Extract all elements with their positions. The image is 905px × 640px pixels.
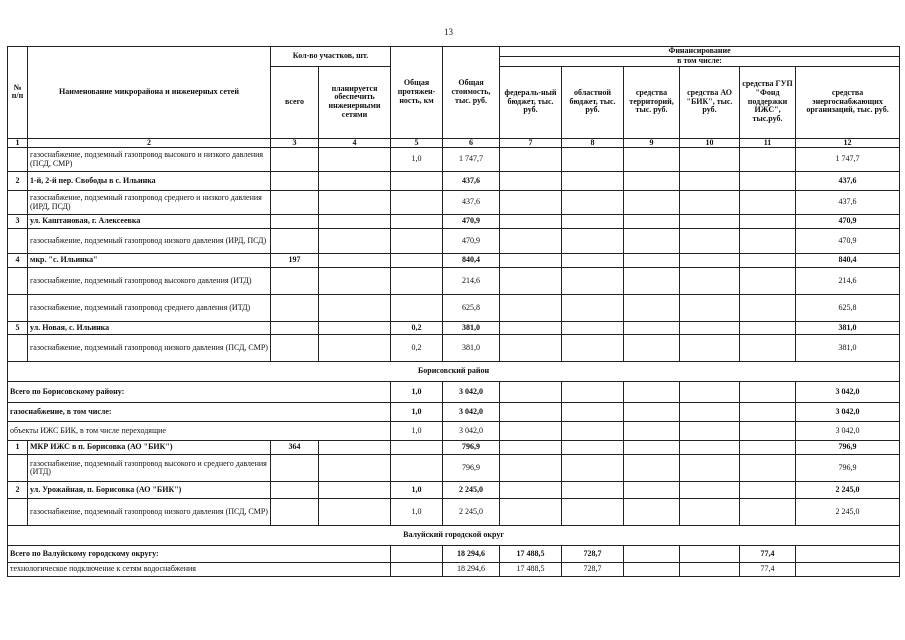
- row-plots-total: [271, 215, 319, 229]
- row-number: 4: [8, 254, 28, 268]
- row-fin-regional: [562, 229, 624, 254]
- row-fin-territory: [624, 563, 680, 577]
- row-cost: 18 294,6: [443, 546, 500, 563]
- row-fin-energy: 625,8: [796, 295, 900, 322]
- row-length: 0,2: [391, 322, 443, 335]
- row-cost: 1 747,7: [443, 148, 500, 172]
- row-fin-bik: [680, 268, 740, 295]
- header-fin-regional: областной бюджет, тыс. руб.: [562, 66, 624, 138]
- row-fin-fund: [740, 422, 796, 441]
- row-fin-regional: [562, 382, 624, 403]
- row-number: [8, 229, 28, 254]
- row-fin-fund: [740, 172, 796, 191]
- row-fin-energy: 2 245,0: [796, 499, 900, 526]
- row-fin-bik: [680, 322, 740, 335]
- col-number: 5: [391, 138, 443, 148]
- row-plots-planned: [319, 455, 391, 482]
- col-number: 3: [271, 138, 319, 148]
- header-name: Наименование микрорайона и инженерных сетей: [28, 47, 271, 139]
- row-fin-regional: [562, 148, 624, 172]
- row-fin-fund: 77,4: [740, 563, 796, 577]
- row-length: [391, 546, 443, 563]
- row-name: Всего по Валуйскому городскому округу:: [8, 546, 391, 563]
- row-length: [391, 215, 443, 229]
- row-fin-territory: [624, 482, 680, 499]
- row-length: [391, 268, 443, 295]
- row-plots-total: [271, 268, 319, 295]
- summary-row: [8, 546, 900, 563]
- table-row: [8, 322, 900, 335]
- row-fin-regional: [562, 191, 624, 215]
- row-fin-fund: [740, 295, 796, 322]
- row-name: газоснабжение, подземный газопровод высокого давления (ИТД): [28, 268, 271, 295]
- row-fin-federal: [500, 335, 562, 362]
- row-fin-federal: [500, 499, 562, 526]
- row-cost: 437,6: [443, 191, 500, 215]
- row-fin-bik: [680, 254, 740, 268]
- row-fin-fund: [740, 455, 796, 482]
- row-fin-fund: [740, 382, 796, 403]
- header-plots-planned: планируется обеспечить инженерными сетями: [319, 66, 391, 138]
- row-cost: 437,6: [443, 172, 500, 191]
- row-name: газоснабжение, подземный газопровод низкого давления (ПСД, СМР): [28, 499, 271, 526]
- row-length: [391, 229, 443, 254]
- col-number: 2: [28, 138, 271, 148]
- row-cost: 18 294,6: [443, 563, 500, 577]
- row-name: ул. Урожайная, п. Борисовка (АО "БИК"): [28, 482, 271, 499]
- row-plots-planned: [319, 172, 391, 191]
- row-fin-regional: [562, 172, 624, 191]
- row-fin-regional: [562, 422, 624, 441]
- row-fin-territory: [624, 191, 680, 215]
- section-title: Валуйский городской округ: [8, 526, 900, 546]
- row-plots-planned: [319, 254, 391, 268]
- page-number: 13: [444, 27, 453, 37]
- table-row: [8, 335, 900, 362]
- row-number: 3: [8, 215, 28, 229]
- row-name: ул. Новая, с. Ильинка: [28, 322, 271, 335]
- row-cost: 3 042,0: [443, 403, 500, 422]
- row-length: 1,0: [391, 499, 443, 526]
- table-row: [8, 148, 900, 172]
- row-plots-total: [271, 482, 319, 499]
- row-cost: 796,9: [443, 441, 500, 455]
- row-fin-regional: [562, 482, 624, 499]
- col-number: 9: [624, 138, 680, 148]
- row-plots-total: [271, 295, 319, 322]
- table-row: [8, 215, 900, 229]
- row-fin-federal: 17 488,5: [500, 546, 562, 563]
- row-length: [391, 254, 443, 268]
- row-fin-regional: [562, 335, 624, 362]
- row-plots-planned: [319, 499, 391, 526]
- col-number: 1: [8, 138, 28, 148]
- row-fin-energy: 437,6: [796, 191, 900, 215]
- table-row: [8, 499, 900, 526]
- row-fin-federal: [500, 172, 562, 191]
- row-fin-territory: [624, 215, 680, 229]
- header-fin-fund: средства ГУП "Фонд поддержки ИЖС", тыс.руб.: [740, 66, 796, 138]
- row-length: [391, 295, 443, 322]
- header-financing: Финансирование: [500, 47, 900, 57]
- row-fin-fund: [740, 148, 796, 172]
- row-plots-planned: [319, 229, 391, 254]
- row-fin-energy: 840,4: [796, 254, 900, 268]
- row-fin-regional: [562, 322, 624, 335]
- row-fin-energy: 1 747,7: [796, 148, 900, 172]
- row-fin-energy: [796, 546, 900, 563]
- row-cost: 2 245,0: [443, 482, 500, 499]
- row-name: МКР ИЖС в п. Борисовка (АО "БИК"): [28, 441, 271, 455]
- row-fin-fund: [740, 322, 796, 335]
- row-fin-bik: [680, 172, 740, 191]
- row-fin-energy: 3 042,0: [796, 403, 900, 422]
- row-fin-territory: [624, 148, 680, 172]
- col-number: 6: [443, 138, 500, 148]
- row-fin-bik: [680, 422, 740, 441]
- column-number-row: [8, 138, 900, 148]
- row-fin-territory: [624, 229, 680, 254]
- row-length: [391, 172, 443, 191]
- row-fin-federal: [500, 382, 562, 403]
- row-length: 1,0: [391, 482, 443, 499]
- row-name: объекты ИЖС БИК, в том числе переходящие: [8, 422, 391, 441]
- row-fin-energy: 3 042,0: [796, 422, 900, 441]
- row-fin-energy: 381,0: [796, 335, 900, 362]
- row-fin-fund: [740, 215, 796, 229]
- row-fin-federal: [500, 482, 562, 499]
- row-length: 1,0: [391, 403, 443, 422]
- row-fin-federal: [500, 455, 562, 482]
- table-row: [8, 295, 900, 322]
- row-number: [8, 148, 28, 172]
- row-cost: 3 042,0: [443, 382, 500, 403]
- row-fin-bik: [680, 148, 740, 172]
- row-length: 1,0: [391, 148, 443, 172]
- row-fin-fund: [740, 441, 796, 455]
- table-row: [8, 172, 900, 191]
- row-length: [391, 563, 443, 577]
- row-fin-energy: [796, 563, 900, 577]
- row-fin-bik: [680, 382, 740, 403]
- row-fin-federal: [500, 215, 562, 229]
- row-fin-federal: [500, 403, 562, 422]
- row-fin-energy: 214,6: [796, 268, 900, 295]
- row-fin-bik: [680, 229, 740, 254]
- header-including: в том числе:: [500, 56, 900, 66]
- row-number: 1: [8, 441, 28, 455]
- row-fin-federal: [500, 148, 562, 172]
- row-fin-regional: [562, 403, 624, 422]
- section-title: Борисовский район: [8, 362, 900, 382]
- table-row: [8, 191, 900, 215]
- row-number: [8, 268, 28, 295]
- row-plots-planned: [319, 482, 391, 499]
- header-plots-total: всего: [271, 66, 319, 138]
- row-fin-territory: [624, 403, 680, 422]
- row-fin-federal: [500, 191, 562, 215]
- row-fin-fund: [740, 499, 796, 526]
- table-row: [8, 455, 900, 482]
- row-plots-planned: [319, 215, 391, 229]
- summary-row: [8, 403, 900, 422]
- row-fin-federal: [500, 268, 562, 295]
- row-fin-territory: [624, 254, 680, 268]
- row-fin-bik: [680, 499, 740, 526]
- row-name: газоснабжение, подземный газопровод высокого и низкого давления (ПСД, СМР): [28, 148, 271, 172]
- row-name: Всего по Борисовскому району:: [8, 382, 391, 403]
- row-cost: 625,8: [443, 295, 500, 322]
- row-plots-planned: [319, 322, 391, 335]
- financing-table: [7, 46, 900, 577]
- row-number: [8, 455, 28, 482]
- row-plots-total: 364: [271, 441, 319, 455]
- row-fin-fund: [740, 229, 796, 254]
- row-fin-territory: [624, 499, 680, 526]
- row-fin-territory: [624, 422, 680, 441]
- row-fin-territory: [624, 268, 680, 295]
- row-fin-federal: [500, 441, 562, 455]
- row-name: технологическое подключение к сетям водоснабжения: [8, 563, 391, 577]
- row-plots-planned: [319, 268, 391, 295]
- row-cost: 796,9: [443, 455, 500, 482]
- row-length: [391, 191, 443, 215]
- row-name: ул. Каштановая, г. Алексеевка: [28, 215, 271, 229]
- row-fin-regional: [562, 499, 624, 526]
- row-cost: 840,4: [443, 254, 500, 268]
- row-fin-energy: 437,6: [796, 172, 900, 191]
- col-number: 7: [500, 138, 562, 148]
- row-fin-energy: 381,0: [796, 322, 900, 335]
- header-fin-territory: средства территорий, тыс. руб.: [624, 66, 680, 138]
- row-fin-federal: [500, 254, 562, 268]
- row-length: 0,2: [391, 335, 443, 362]
- row-name: газоснабжение, подземный газопровод среднего и низкого давления (ИРД, ПСД): [28, 191, 271, 215]
- summary-row: [8, 563, 900, 577]
- row-fin-bik: [680, 563, 740, 577]
- section-header-row: [8, 362, 900, 382]
- row-length: 1,0: [391, 382, 443, 403]
- summary-row: [8, 382, 900, 403]
- header-no: № п/п: [8, 47, 28, 139]
- row-fin-bik: [680, 455, 740, 482]
- row-fin-territory: [624, 322, 680, 335]
- row-plots-total: [271, 191, 319, 215]
- row-fin-federal: 17 488,5: [500, 563, 562, 577]
- row-plots-total: [271, 148, 319, 172]
- row-fin-regional: [562, 254, 624, 268]
- row-fin-federal: [500, 295, 562, 322]
- row-fin-energy: 796,9: [796, 455, 900, 482]
- row-name: мкр. "с. Ильинка": [28, 254, 271, 268]
- row-cost: 381,0: [443, 335, 500, 362]
- row-fin-territory: [624, 382, 680, 403]
- row-number: [8, 335, 28, 362]
- row-plots-planned: [319, 441, 391, 455]
- row-length: [391, 455, 443, 482]
- row-plots-total: [271, 499, 319, 526]
- summary-row: [8, 422, 900, 441]
- row-name: газоснабжение, подземный газопровод высокого и среднего давления (ИТД): [28, 455, 271, 482]
- header-plots: Кол-во участков, шт.: [271, 47, 391, 67]
- row-fin-fund: 77,4: [740, 546, 796, 563]
- row-length: [391, 441, 443, 455]
- col-number: 8: [562, 138, 624, 148]
- row-fin-regional: [562, 441, 624, 455]
- row-fin-regional: [562, 455, 624, 482]
- row-fin-territory: [624, 295, 680, 322]
- table-row: [8, 482, 900, 499]
- row-cost: 381,0: [443, 322, 500, 335]
- row-fin-fund: [740, 482, 796, 499]
- row-fin-territory: [624, 455, 680, 482]
- row-fin-bik: [680, 191, 740, 215]
- row-fin-energy: 470,9: [796, 215, 900, 229]
- row-plots-total: [271, 172, 319, 191]
- table-row: [8, 254, 900, 268]
- row-number: [8, 191, 28, 215]
- row-fin-federal: [500, 229, 562, 254]
- row-fin-territory: [624, 172, 680, 191]
- row-fin-federal: [500, 422, 562, 441]
- col-number: 11: [740, 138, 796, 148]
- row-cost: 2 245,0: [443, 499, 500, 526]
- col-number: 10: [680, 138, 740, 148]
- row-fin-federal: [500, 322, 562, 335]
- row-fin-bik: [680, 482, 740, 499]
- row-number: 2: [8, 172, 28, 191]
- row-fin-energy: 470,9: [796, 229, 900, 254]
- row-fin-regional: [562, 268, 624, 295]
- header-length: Общая протяжен-ность, км: [391, 47, 443, 139]
- row-plots-planned: [319, 148, 391, 172]
- col-number: 12: [796, 138, 900, 148]
- row-plots-total: [271, 455, 319, 482]
- header-cost: Общая стоимость, тыс. руб.: [443, 47, 500, 139]
- row-plots-planned: [319, 295, 391, 322]
- row-cost: 3 042,0: [443, 422, 500, 441]
- row-cost: 214,6: [443, 268, 500, 295]
- row-cost: 470,9: [443, 229, 500, 254]
- row-fin-regional: 728,7: [562, 563, 624, 577]
- row-fin-bik: [680, 215, 740, 229]
- row-plots-total: [271, 322, 319, 335]
- row-name: газоснабжение, в том числе:: [8, 403, 391, 422]
- header-fin-bik: средства АО "БИК", тыс. руб.: [680, 66, 740, 138]
- row-number: [8, 499, 28, 526]
- row-fin-fund: [740, 268, 796, 295]
- row-fin-energy: 2 245,0: [796, 482, 900, 499]
- col-number: 4: [319, 138, 391, 148]
- row-number: [8, 295, 28, 322]
- table-row: [8, 441, 900, 455]
- table-body: [8, 148, 900, 577]
- row-fin-bik: [680, 546, 740, 563]
- table-row: [8, 229, 900, 254]
- row-fin-bik: [680, 295, 740, 322]
- header-fin-energy: средства энергоснабжающих организаций, тыс. руб.: [796, 66, 900, 138]
- row-plots-planned: [319, 335, 391, 362]
- row-length: 1,0: [391, 422, 443, 441]
- row-fin-regional: [562, 215, 624, 229]
- row-fin-bik: [680, 403, 740, 422]
- row-plots-total: [271, 335, 319, 362]
- row-number: 5: [8, 322, 28, 335]
- row-number: 2: [8, 482, 28, 499]
- row-name: 1-й, 2-й пер. Свободы в с. Ильинка: [28, 172, 271, 191]
- row-name: газоснабжение, подземный газопровод низкого давления (ПСД, СМР): [28, 335, 271, 362]
- row-fin-bik: [680, 335, 740, 362]
- row-fin-fund: [740, 191, 796, 215]
- row-fin-energy: 3 042,0: [796, 382, 900, 403]
- row-fin-regional: [562, 295, 624, 322]
- row-name: газоснабжение, подземный газопровод низкого давления (ИРД, ПСД): [28, 229, 271, 254]
- header-fin-federal: федераль-ный бюджет, тыс. руб.: [500, 66, 562, 138]
- row-fin-fund: [740, 403, 796, 422]
- row-fin-bik: [680, 441, 740, 455]
- row-fin-territory: [624, 441, 680, 455]
- row-fin-territory: [624, 546, 680, 563]
- row-fin-fund: [740, 335, 796, 362]
- row-fin-regional: 728,7: [562, 546, 624, 563]
- row-cost: 470,9: [443, 215, 500, 229]
- row-plots-total: [271, 229, 319, 254]
- row-fin-territory: [624, 335, 680, 362]
- section-header-row: [8, 526, 900, 546]
- row-plots-planned: [319, 191, 391, 215]
- row-fin-fund: [740, 254, 796, 268]
- row-fin-energy: 796,9: [796, 441, 900, 455]
- table-row: [8, 268, 900, 295]
- row-name: газоснабжение, подземный газопровод среднего давления (ИТД): [28, 295, 271, 322]
- row-plots-total: 197: [271, 254, 319, 268]
